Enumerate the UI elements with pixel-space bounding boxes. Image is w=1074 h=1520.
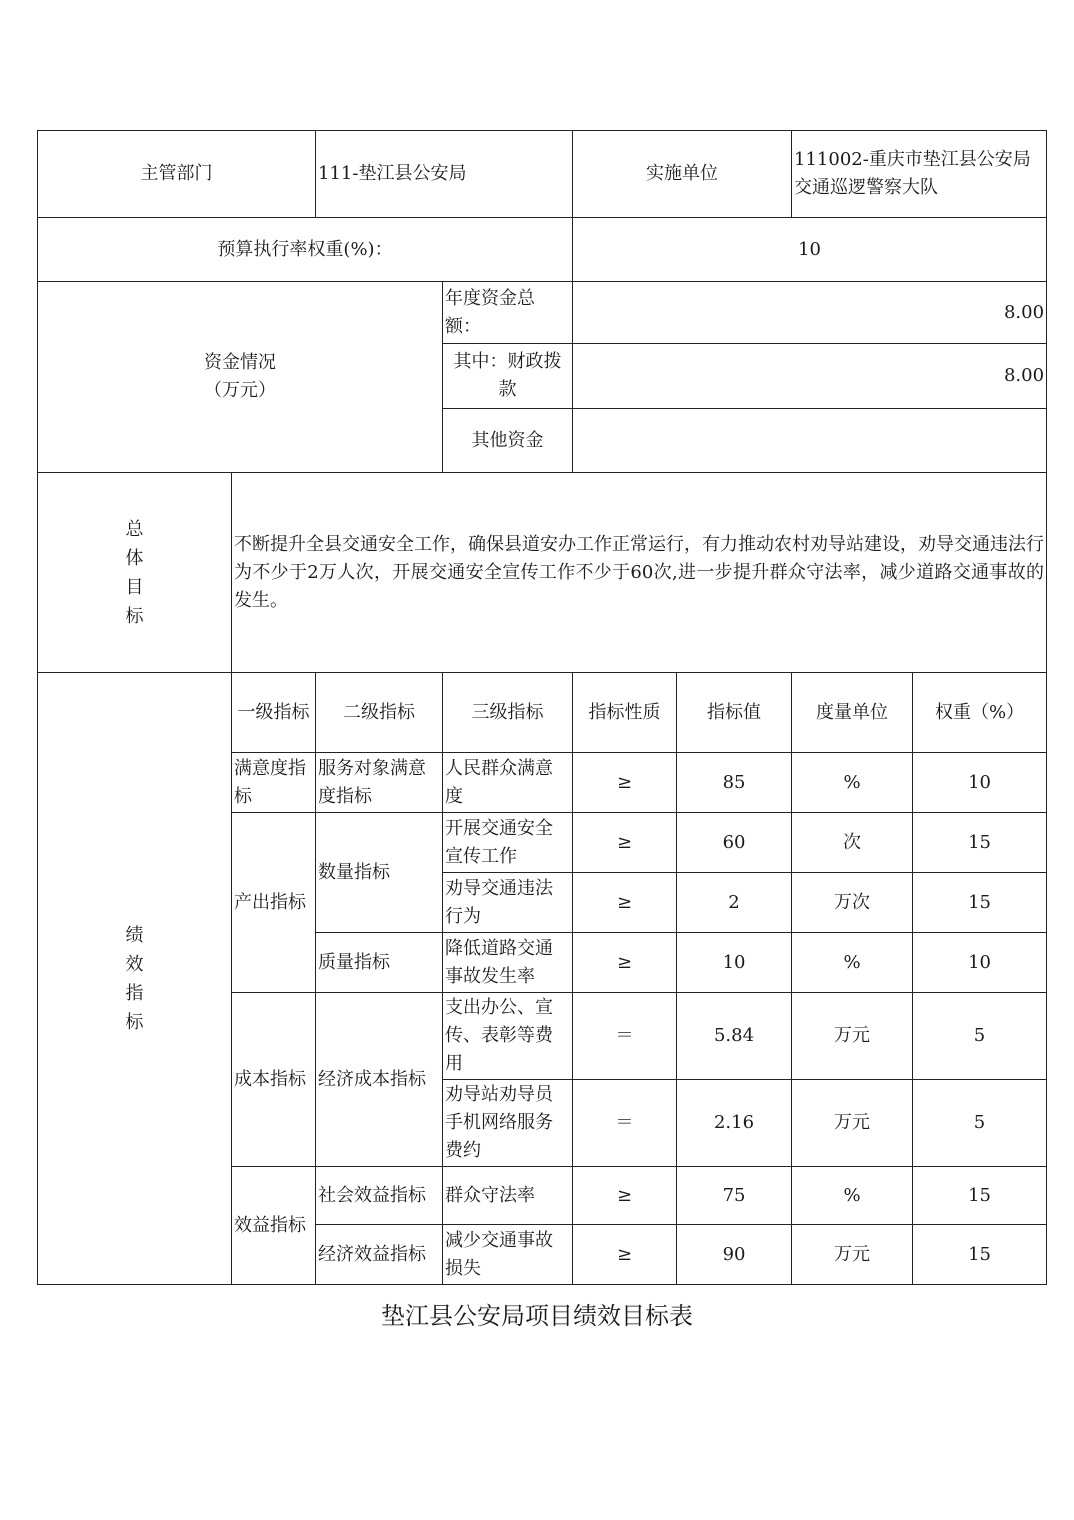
- nature-cell: ＝: [573, 993, 677, 1080]
- weight-cell: 15: [913, 1225, 1047, 1285]
- level1-cell: 产出指标: [232, 813, 316, 993]
- unit-label: 实施单位: [573, 131, 792, 218]
- nature-cell: ≥: [573, 1167, 677, 1225]
- value-cell: 2.16: [677, 1080, 792, 1167]
- value-cell: 2: [677, 873, 792, 933]
- value-cell: 85: [677, 753, 792, 813]
- funds-fiscal-value: 8.00: [573, 344, 1047, 409]
- weight-cell: 15: [913, 1167, 1047, 1225]
- goal-label-char: 目: [125, 576, 144, 598]
- header-value: 指标值: [677, 673, 792, 753]
- budget-weight-value: 10: [573, 218, 1047, 282]
- goal-label-char: 总: [125, 518, 144, 540]
- level3-cell: 劝导交通违法行为: [443, 873, 573, 933]
- level1-cell: 成本指标: [232, 993, 316, 1167]
- indicators-label-char: 绩: [125, 924, 144, 946]
- level3-cell: 减少交通事故损失: [443, 1225, 573, 1285]
- goal-label: [38, 473, 232, 673]
- level2-cell: 数量指标: [316, 813, 443, 933]
- unit-cell: %: [792, 933, 913, 993]
- goal-text: 不断提升全县交通安全工作，确保县道安办工作正常运行，有力推动农村劝导站建设，劝导交通违法行为不少于2万人次，开展交通安全宣传工作不少于60次,进一步提升群众守法率，减少道路交通事故的发生。: [232, 473, 1047, 673]
- unit-cell: %: [792, 1167, 913, 1225]
- unit-cell: 万元: [792, 993, 913, 1080]
- weight-cell: 15: [913, 873, 1047, 933]
- weight-cell: 10: [913, 753, 1047, 813]
- level3-cell: 降低道路交通事故发生率: [443, 933, 573, 993]
- indicators-label-char: 指: [125, 982, 144, 1004]
- dept-value: 111-垫江县公安局: [316, 131, 573, 218]
- level2-cell: 社会效益指标: [316, 1167, 443, 1225]
- header-nature: 指标性质: [573, 673, 677, 753]
- nature-cell: ≥: [573, 933, 677, 993]
- performance-target-table: [37, 130, 1047, 1285]
- header-unit: 度量单位: [792, 673, 913, 753]
- value-cell: 60: [677, 813, 792, 873]
- weight-cell: 5: [913, 1080, 1047, 1167]
- indicators-label-char: 效: [125, 953, 144, 975]
- funds-other-value: [573, 409, 1047, 473]
- level2-cell: 经济效益指标: [316, 1225, 443, 1285]
- funds-total-value: 8.00: [573, 282, 1047, 344]
- value-cell: 5.84: [677, 993, 792, 1080]
- goal-label-char: 体: [125, 547, 144, 569]
- level2-cell: 经济成本指标: [316, 993, 443, 1167]
- funds-other-label: 其他资金: [443, 409, 573, 473]
- header-level2: 二级指标: [316, 673, 443, 753]
- table-caption: 垫江县公安局项目绩效目标表: [381, 1302, 693, 1330]
- value-cell: 75: [677, 1167, 792, 1225]
- level3-cell: 劝导站劝导员手机网络服务费约: [443, 1080, 573, 1167]
- indicators-label-char: 标: [125, 1011, 144, 1033]
- funds-fiscal-label: 其中：财政拨款: [443, 344, 573, 409]
- value-cell: 90: [677, 1225, 792, 1285]
- value-cell: 10: [677, 933, 792, 993]
- unit-cell: 万元: [792, 1225, 913, 1285]
- unit-value: 111002-重庆市垫江县公安局交通巡逻警察大队: [792, 131, 1047, 218]
- indicators-label: [38, 673, 232, 1285]
- dept-label: 主管部门: [38, 131, 316, 218]
- budget-weight-label: 预算执行率权重(%)：: [38, 218, 573, 282]
- unit-cell: 万次: [792, 873, 913, 933]
- unit-cell: 次: [792, 813, 913, 873]
- funds-total-label: 年度资金总额：: [443, 282, 573, 344]
- funds-label-line1: 资金情况: [204, 352, 276, 373]
- level2-cell: 服务对象满意度指标: [316, 753, 443, 813]
- nature-cell: ≥: [573, 753, 677, 813]
- level3-cell: 支出办公、宣传、表彰等费用: [443, 993, 573, 1080]
- header-weight: 权重（%）: [913, 673, 1047, 753]
- level3-cell: 人民群众满意度: [443, 753, 573, 813]
- level1-cell: 满意度指标: [232, 753, 316, 813]
- nature-cell: ≥: [573, 873, 677, 933]
- goal-label-char: 标: [125, 605, 144, 627]
- nature-cell: ≥: [573, 1225, 677, 1285]
- level2-cell: 质量指标: [316, 933, 443, 993]
- weight-cell: 10: [913, 933, 1047, 993]
- unit-cell: %: [792, 753, 913, 813]
- nature-cell: ＝: [573, 1080, 677, 1167]
- level3-cell: 群众守法率: [443, 1167, 573, 1225]
- level1-cell: 效益指标: [232, 1167, 316, 1285]
- funds-label: [38, 282, 443, 473]
- weight-cell: 5: [913, 993, 1047, 1080]
- nature-cell: ≥: [573, 813, 677, 873]
- level3-cell: 开展交通安全宣传工作: [443, 813, 573, 873]
- header-level1: 一级指标: [232, 673, 316, 753]
- unit-cell: 万元: [792, 1080, 913, 1167]
- header-level3: 三级指标: [443, 673, 573, 753]
- funds-label-line2: （万元）: [204, 380, 276, 401]
- weight-cell: 15: [913, 813, 1047, 873]
